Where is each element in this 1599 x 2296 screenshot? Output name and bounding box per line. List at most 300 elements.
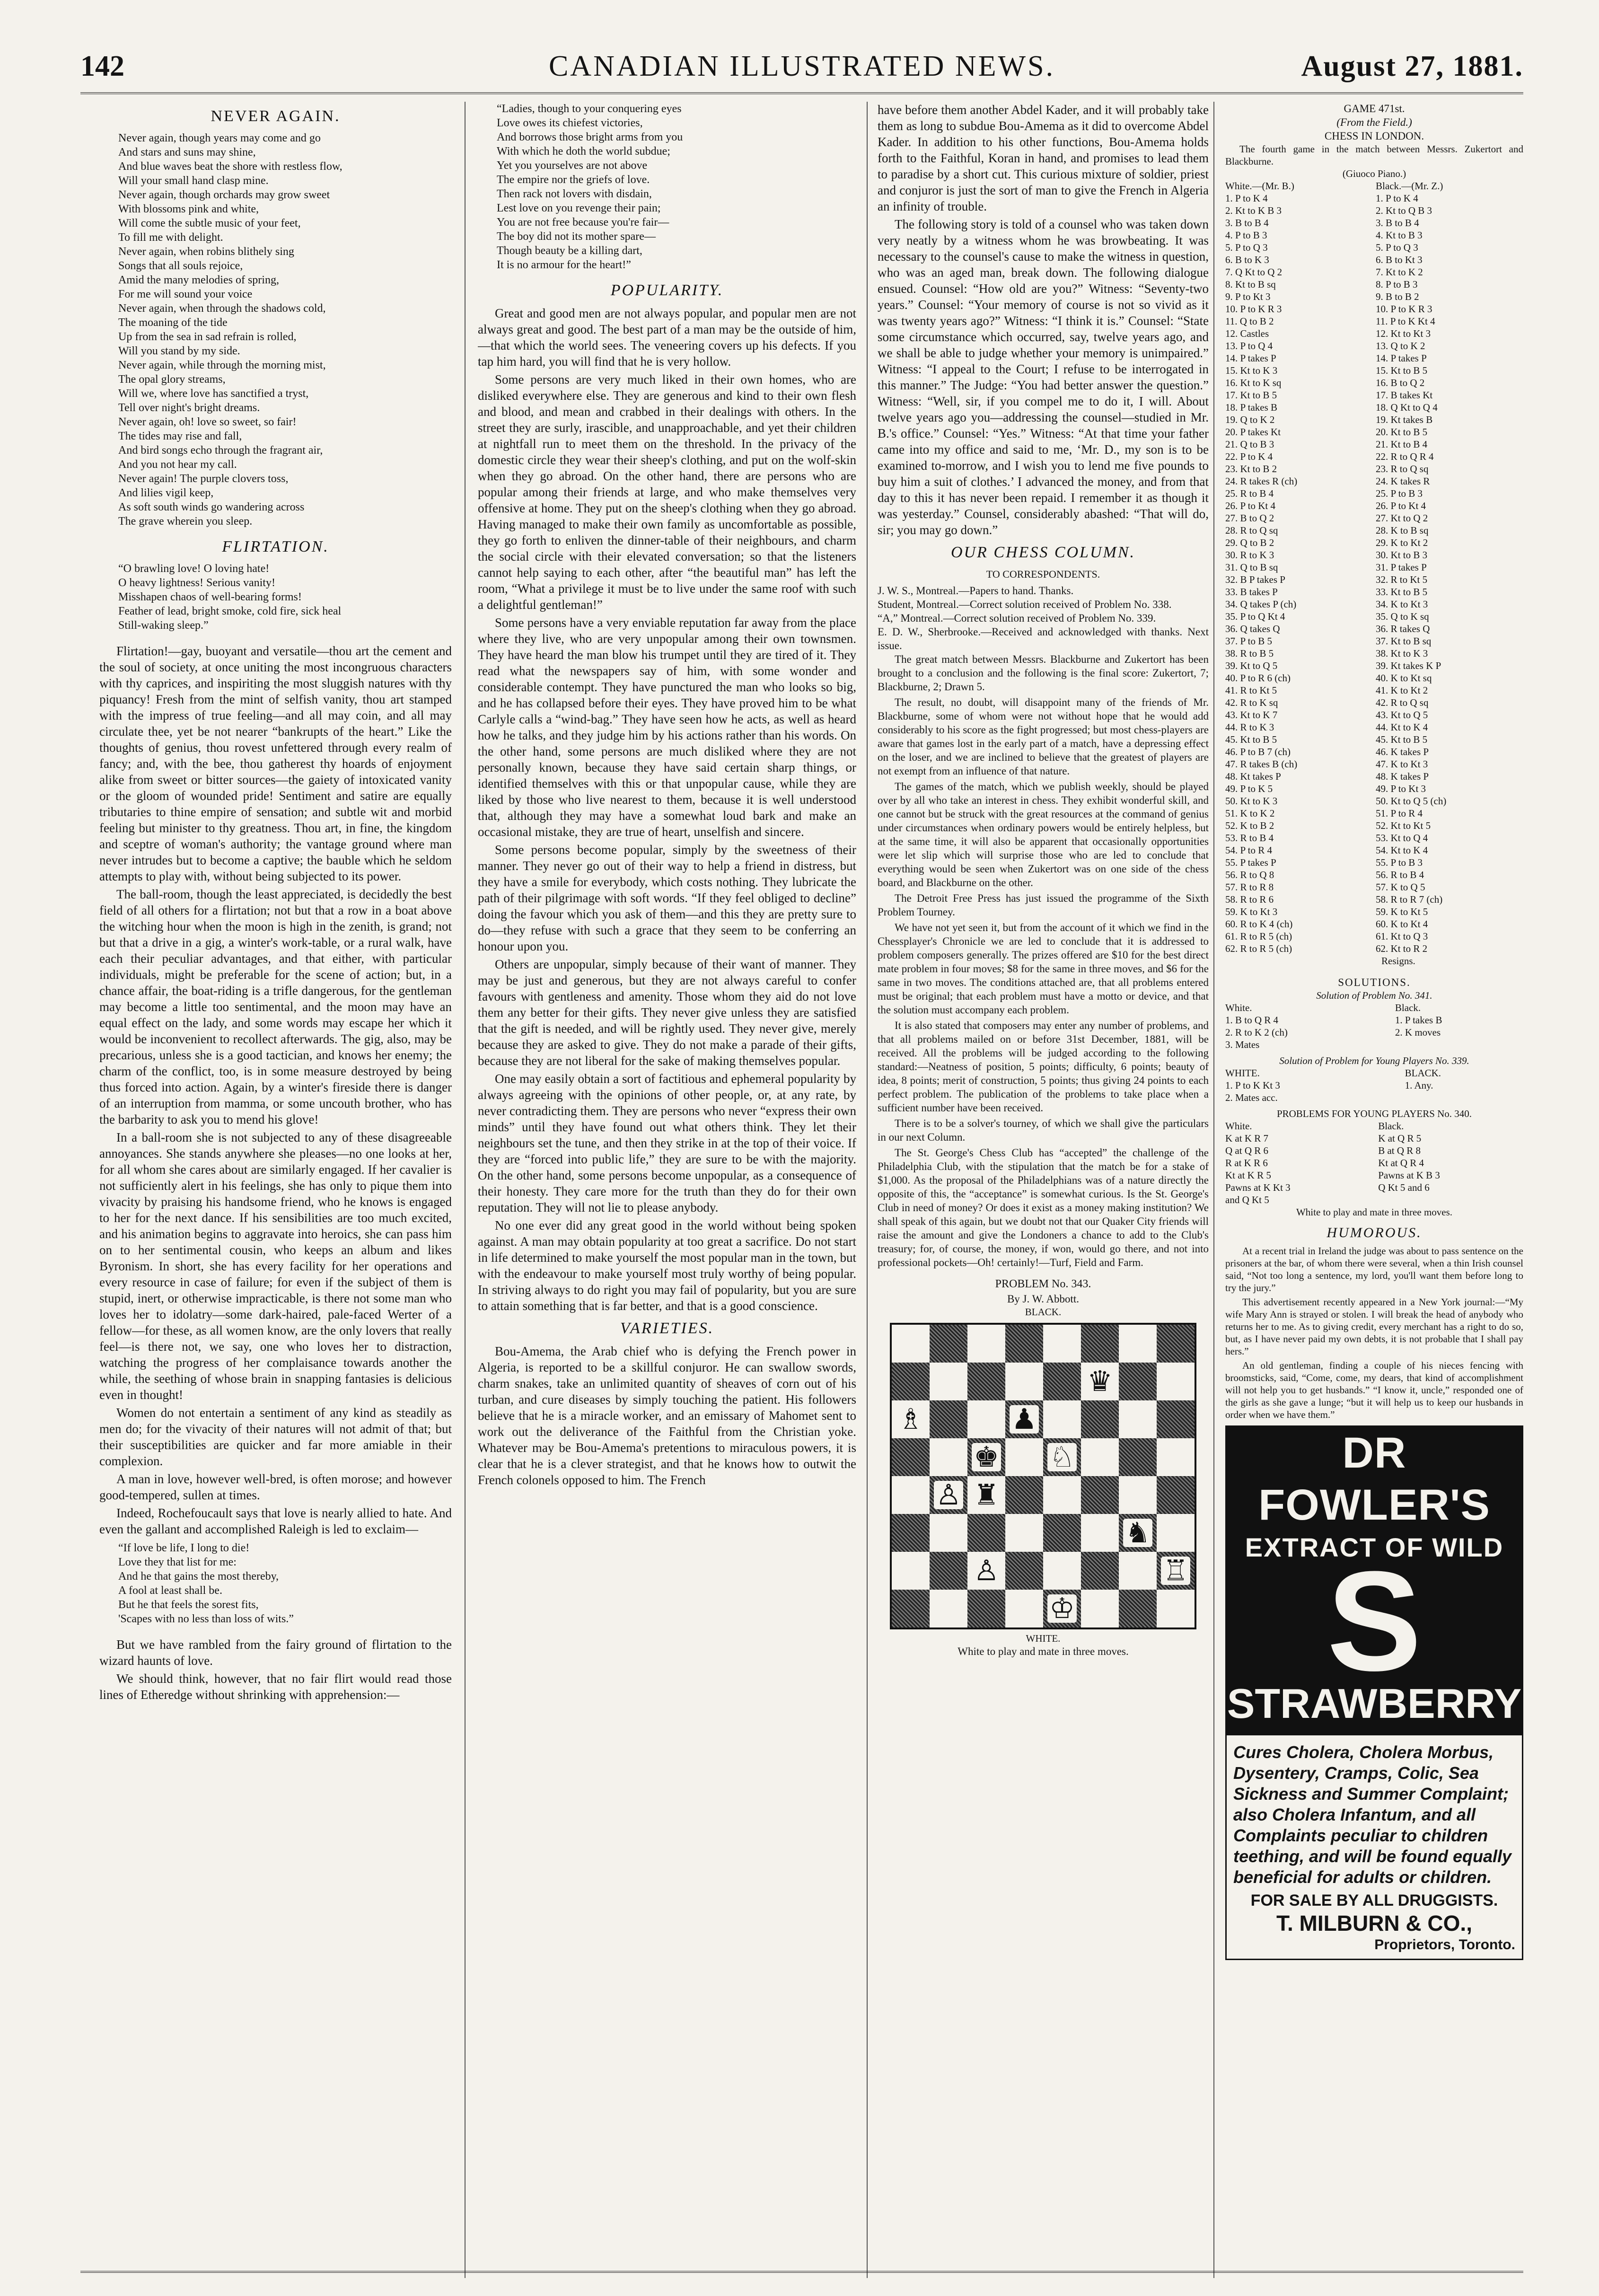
white-move: 2. R to K 2 (ch) — [1225, 1027, 1288, 1038]
table-row — [1225, 832, 1523, 844]
board-square — [1005, 1363, 1043, 1400]
table-row — [1225, 1157, 1523, 1169]
board-square — [1043, 1363, 1081, 1400]
board-square — [892, 1476, 930, 1514]
black-move: 36. R takes Q — [1376, 623, 1430, 634]
white-move: 57. R to R 8 — [1225, 881, 1274, 893]
ad-company: T. MILBURN & CO., — [1276, 1911, 1472, 1935]
board-square — [1043, 1400, 1081, 1438]
black-move: 10. P to K R 3 — [1376, 303, 1432, 315]
correspondents-list — [878, 584, 1209, 652]
verse-line: Love owes its chiefest victories, — [497, 117, 643, 129]
board-square — [1081, 1438, 1119, 1476]
poem-never-again — [118, 131, 452, 528]
white-move: 18. P takes B — [1225, 402, 1278, 413]
verse-line: Never again, oh! love so sweet, so fair! — [118, 416, 297, 428]
table-row — [1225, 1079, 1523, 1091]
table-row — [1225, 647, 1523, 660]
verse-line: Tell over night's bright dreams. — [118, 402, 260, 414]
board-black-label: BLACK. — [1025, 1306, 1062, 1318]
board-square — [1005, 1590, 1043, 1627]
board-square — [967, 1590, 1005, 1627]
table-row — [1225, 266, 1523, 278]
table-row — [1225, 327, 1523, 340]
black-move: 1. P takes B — [1395, 1014, 1442, 1026]
newspaper-title: CANADIAN ILLUSTRATED NEWS. — [548, 50, 1055, 82]
white-move: 50. Kt to K 3 — [1225, 795, 1278, 807]
white-move: R at K R 6 — [1225, 1157, 1268, 1169]
verse-line: Never again, when robins blithely sing — [118, 246, 294, 258]
board-square — [930, 1325, 967, 1363]
chess-piece-icon: ♙ — [934, 1481, 963, 1509]
col-white: White. — [1225, 1002, 1252, 1013]
black-move — [1395, 1038, 1523, 1051]
table-row — [1225, 377, 1523, 389]
white-move: 29. Q to B 2 — [1225, 537, 1274, 548]
board-square — [930, 1590, 967, 1627]
verse-line: Will come the subtle music of your feet, — [118, 217, 301, 229]
young-players-caption: White to play and mate in three moves. — [1296, 1206, 1453, 1218]
verse-line: 'Scapes with no less than loss of wits.” — [118, 1613, 294, 1625]
column-2 — [478, 102, 856, 2259]
table-row — [1225, 524, 1523, 537]
white-header: White.—(Mr. B.) — [1225, 180, 1294, 192]
ad-banner — [1227, 1427, 1522, 1735]
board-square — [892, 1514, 930, 1552]
board-square — [1081, 1476, 1119, 1514]
white-move: 17. Kt to B 5 — [1225, 389, 1277, 401]
correspondent-entry: “A,” Montreal.—Correct solution received of Problem No. 339. — [878, 612, 1156, 624]
table-row — [1225, 918, 1523, 930]
col-white: White. — [1225, 1120, 1252, 1132]
board-square — [1119, 1325, 1157, 1363]
black-move: 60. K to Kt 4 — [1376, 918, 1428, 930]
young-players-table — [1225, 1120, 1523, 1206]
paragraph: A man in love, however well-bred, is often morose; and however good-tempered, sullen at times. — [99, 1472, 452, 1502]
black-move: 44. Kt to K 4 — [1376, 721, 1428, 733]
col-black: Black. — [1378, 1120, 1404, 1132]
game-moves-table — [1225, 180, 1523, 955]
black-move: 14. P takes P — [1376, 352, 1427, 364]
board-white-label: WHITE. — [1026, 1633, 1061, 1644]
table-row — [1225, 869, 1523, 881]
chess-piece-icon: ♞ — [1123, 1519, 1152, 1547]
paragraph: The St. George's Chess Club has “accepted” the challenge of the Philadelphia Club, with the stipulation that the match be for a stake of $1,000. As the proposal of the Philadelphians was of a nature directly the opposite of this, the “acceptance” is somewhat curious. Is the St. George's Club in need of money? Or does it exist as a money making institution? We shall speak of this again, but we doubt not that our Quaker City friends will raise the amount and give the Londoners a chance to add to the Club's treasury; for, of course, the money, if won, would go there, and not into professional pockets—Oh! certainly!—Turf, Field and Farm. — [878, 1147, 1209, 1268]
board-square — [1043, 1514, 1081, 1552]
board-square — [1157, 1325, 1195, 1363]
verse-line: O heavy lightness! Serious vanity! — [118, 577, 275, 589]
table-row — [1225, 315, 1523, 327]
ad-proprietors: Proprietors, Toronto. — [1374, 1937, 1515, 1953]
verse-line: And lilies vigil keep, — [118, 487, 214, 499]
board-square — [967, 1325, 1005, 1363]
black-move: 53. Kt to Q 4 — [1376, 832, 1428, 844]
black-move — [1378, 1194, 1523, 1206]
chess-piece-icon: ♛ — [1087, 1366, 1113, 1397]
masthead — [80, 45, 1523, 88]
raleigh-verse — [118, 1541, 452, 1626]
black-move: 12. Kt to Kt 3 — [1376, 328, 1431, 339]
table-row — [1225, 561, 1523, 573]
black-move: 17. B takes Kt — [1376, 389, 1433, 401]
white-move: 20. P takes Kt — [1225, 426, 1281, 438]
column-divider — [867, 102, 868, 2278]
white-move: 9. P to Kt 3 — [1225, 291, 1271, 302]
black-move: 11. P to K Kt 4 — [1376, 316, 1435, 327]
white-move: Q at Q R 6 — [1225, 1145, 1268, 1156]
table-row — [1225, 893, 1523, 906]
black-move: 33. Kt to B 5 — [1376, 586, 1428, 598]
verse-line: You are not free because you're fair— — [497, 216, 669, 229]
table-row — [1225, 586, 1523, 598]
paragraph: One may easily obtain a sort of factitious and ephemeral popularity by always agreeing with the opinions of other people, or, at any rate, by never contradicting them. They are persons who never “express their own minds” until they have found out what others think. They let their neighbours set the tune, and then they strike in at the top of their voice. If they are “forced into public life,” they are sure to be with the majority. On the other hand, some persons become unpopular, as a consequence of their honesty. They care more for the truth than they do for their own reputation. They will not lie to please anybody. — [478, 1072, 856, 1214]
ad-body: Cures Cholera, Cholera Morbus, Dysentery, Cramps, Colic, Sea Sickness and Summer Complaint; also Cholera Infantum, and all Complaints peculiar to children teething, and will be found equally beneficial for adults or children. — [1233, 1742, 1512, 1887]
black-move: 61. Kt to Q 3 — [1376, 931, 1428, 942]
verse-line: With blossoms pink and white, — [118, 203, 259, 215]
verse-line: Up from the sea in sad refrain is rolled, — [118, 331, 297, 343]
young-players-title: PROBLEMS FOR YOUNG PLAYERS No. 340. — [1276, 1108, 1472, 1119]
game-place: CHESS IN LONDON. — [1324, 130, 1424, 142]
board-square — [1005, 1514, 1043, 1552]
verse-line: Songs that all souls rejoice, — [118, 260, 243, 272]
black-move: 31. P takes P — [1376, 562, 1427, 573]
black-move: 29. K to Kt 2 — [1376, 537, 1428, 548]
table-row — [1225, 573, 1523, 586]
board-square — [930, 1438, 967, 1476]
board-square — [1043, 1590, 1081, 1627]
white-move: K at K R 7 — [1225, 1133, 1268, 1144]
article-title-popularity: POPULARITY. — [610, 282, 724, 299]
white-move: 10. P to K R 3 — [1225, 303, 1282, 315]
white-move: Pawns at K Kt 3 — [1225, 1182, 1291, 1193]
black-move: 8. P to B 3 — [1376, 279, 1418, 290]
black-move: 34. K to Kt 3 — [1376, 598, 1428, 610]
table-row — [1225, 1181, 1523, 1194]
white-move: 52. K to B 2 — [1225, 820, 1274, 831]
black-move: 30. Kt to B 3 — [1376, 549, 1428, 561]
white-move: 41. R to Kt 5 — [1225, 685, 1277, 696]
white-move: 58. R to R 6 — [1225, 894, 1274, 905]
table-row — [1225, 942, 1523, 955]
verse-line: Lest love on you revenge their pain; — [497, 202, 661, 214]
col-black: BLACK. — [1405, 1067, 1441, 1079]
white-move: 55. P takes P — [1225, 857, 1276, 868]
board-square — [1119, 1552, 1157, 1590]
problem-author: By J. W. Abbott. — [1007, 1293, 1080, 1305]
board-square — [1119, 1363, 1157, 1400]
white-move: 3. B to B 4 — [1225, 217, 1269, 229]
white-move: 27. B to Q 2 — [1225, 512, 1274, 524]
board-square — [1119, 1476, 1157, 1514]
black-move: 19. Kt takes B — [1376, 414, 1433, 425]
white-move: 2. Mates acc. — [1225, 1092, 1278, 1103]
verse-line: Though beauty be a killing dart, — [497, 245, 642, 257]
verse-line: Will we, where love has sanctified a tryst, — [118, 387, 309, 400]
chess-piece-icon: ♙ — [974, 1555, 999, 1586]
paragraph: The great match between Messrs. Blackburne and Zukertort has been brought to a conclusion and the following is the final score: Zukertort, 7; Blackburne, 2; Drawn 5. — [878, 653, 1209, 693]
black-move: 56. R to B 4 — [1376, 869, 1424, 880]
table-row — [1225, 1144, 1523, 1157]
verse-line: Never again, when through the shadows cold, — [118, 302, 326, 315]
table-row — [1225, 303, 1523, 315]
white-move: 2. Kt to K B 3 — [1225, 205, 1282, 216]
board-square — [1119, 1438, 1157, 1476]
table-row — [1225, 881, 1523, 893]
table-row — [1225, 783, 1523, 795]
paragraph: This advertisement recently appeared in a New York journal:—“My wife Mary Ann is strayed or stolen. I will break the head of anybody who returns her to me. As to giving credit, every merchant has a right to do so, but, as I have never paid my own debts, it is not probable that I shall pay hers.” — [1225, 1296, 1523, 1357]
ad-extract: EXTRACT OF WILD — [1245, 1532, 1504, 1562]
white-move: 35. P to Q Kt 4 — [1225, 611, 1285, 622]
board-square — [1119, 1400, 1157, 1438]
verse-line: Will your small hand clasp mine. — [118, 175, 269, 187]
table-row — [1225, 364, 1523, 377]
verse-line: The grave wherein you sleep. — [118, 515, 253, 528]
board-square — [930, 1400, 967, 1438]
white-move: 12. Castles — [1225, 328, 1269, 339]
paragraph: We should think, however, that no fair flirt would read those lines of Etheredge without shrinking with apprehension:— — [99, 1671, 452, 1702]
black-move: 1. P to K 4 — [1376, 193, 1418, 204]
paragraph: Flirtation!—gay, buoyant and versatile—thou art the cement and the soul of society, at once uniting the most incongruous characters with thy caprices, and inspiriting the most sluggish natures with thy piquancy! Fresh from the mint of selfish vanity, thou art stamped with the impress of true feeling—and all may coin, and all may circulate thee, yet be not nearer “bankrupts of the heart.” Like the thoughts of genius, thou rovest unfettered through every realm of fancy; and, with the bee, thou gatherest thy hoards of enjoyment alike from sweet or bitter sources—the gaiety of intoxicated vanity or the gloom of wounded pride! Sentiment and satire are equally tributaries to thine empire of sensation; and subtle wit and morbid feeling but minister to thy greatness. Thou art, in fine, the kingdom and sceptre of woman's authority; the vantage ground where man never intrudes but to become a captive; the bauble which he seldom attempts to play with, without being subjected to its power. — [99, 644, 452, 883]
white-move: 8. Kt to B sq — [1225, 279, 1276, 290]
board-square — [1157, 1400, 1195, 1438]
white-move: 37. P to B 5 — [1225, 635, 1272, 647]
board-square — [1157, 1476, 1195, 1514]
black-move: K at Q R 5 — [1378, 1133, 1422, 1144]
poem-title: NEVER AGAIN. — [211, 107, 341, 125]
table-row — [1225, 1014, 1523, 1026]
verse-line: The boy did not its mother spare— — [497, 230, 656, 243]
table-row — [1225, 684, 1523, 696]
table-row — [1225, 438, 1523, 450]
black-move: 45. Kt to B 5 — [1376, 734, 1428, 745]
table-row — [1225, 229, 1523, 241]
black-move: 40. K to Kt sq — [1376, 672, 1432, 684]
column-divider — [465, 102, 466, 2278]
col-white: WHITE. — [1225, 1067, 1260, 1079]
black-move: 1. Any. — [1405, 1080, 1433, 1091]
table-row — [1225, 746, 1523, 758]
white-move: 30. R to K 3 — [1225, 549, 1274, 561]
white-move: 13. P to Q 4 — [1225, 340, 1273, 352]
paragraph: The ball-room, though the least appreciated, is decidedly the best field of all others for a flirtation; not but that a row in a boat above the witching hour when the moon is high in the zenith, is grand; not but that a drive in a gig, a winter's work-table, or a rural walk, have each their peculiar advantages, and that either, with particular individuals, might be preferable for the scene of action; but, in a chance affair, the boat-riding is a trifle dangerous, for the gentleman may become a little too sentimental, and the moon may have an equal effect on the lady, and some words may escape her which it would be inconvenient to recollect afterwards. The gig, also, may be precarious, unless she is a good tactician, and knows her enemy; the charm of the conflict, too, is in some measure destroyed by being thus forced into action. Again, by a winter's fireside there is danger of an interruption from mamma, or some uncouth brother, who has the barbarity to ask you to mend his glove! — [99, 887, 452, 1126]
paragraph: We have not yet seen it, but from the account of it which we find in the Chessplayer's Chronicle we are led to conclude that it is addressed to problem composers generally. The prizes offered are $10 for the best direct mate problem in four moves; $8 for the same in three moves, and $6 for the same in two moves. The conditions attached are, that all problems entered must be original; that each problem must have a motto or device, and that the solution must accompany each problem. — [878, 922, 1209, 1016]
table-row — [1225, 770, 1523, 783]
white-move: 3. Mates — [1225, 1039, 1260, 1050]
verse-line: Never again, though years may come and go — [118, 132, 321, 144]
black-move: 37. Kt to B sq — [1376, 635, 1432, 647]
paragraph: In a ball-room she is not subjected to any of these disagreeable annoyances. She stands anywhere she pleases—no one looks at her, for all whom she cares about are similarly engaged. If her cavalier is not sufficiently alert in his feelings, she has only to pique them into vivacity by praising his handsome friend, who he knows is engaged to her for the next dance. If his sensibilities are too much excited, and his animation begins to aggravate into heroics, she can pass him on to her sentimental cousin, who keeps an album and likes Byronism. In short, she has every facility for her operations and every resource in case of failure; for even if the subject of them is stupid, inert, or otherwise impracticable, is there not some man who loves her to idolatry—some dark-haired, pale-faced Werter of a fellow—for these, as all women know, are the only lovers that really feel—is there not, we say, one who loves her to distraction, watching the progress of her complaisance towards another the while, the seething of whose brain in snapping fantasies is delicious even in thought! — [99, 1130, 452, 1402]
verse-line: And borrows those bright arms from you — [497, 131, 683, 143]
correspondents-heading: TO CORRESPONDENTS. — [986, 568, 1100, 580]
white-move: 21. Q to B 3 — [1225, 439, 1274, 450]
table-row — [1225, 254, 1523, 266]
humorous-title: HUMOROUS. — [1327, 1225, 1422, 1240]
verse-line: Misshapen chaos of well-bearing forms! — [118, 591, 302, 603]
table-row — [1225, 450, 1523, 463]
black-move: 52. Kt to Kt 5 — [1376, 820, 1431, 831]
solution-341-title: Solution of Problem No. 341. — [1316, 990, 1432, 1001]
paragraph: Some persons become popular, simply by the sweetness of their manner. They never go out of their way to help a friend in distress, but they have a smile for everybody, which costs nothing. They lubricate the path of their pilgrimage with soft words. “If they feel obliged to decline” doing the favour which you ask of them—and this they are pretty sure to do—they refuse with such a grace that they seem to be conferring an honour upon you. — [478, 843, 856, 953]
table-row — [1225, 487, 1523, 500]
black-move: 42. R to Q sq — [1376, 697, 1429, 708]
paragraph: There is to be a solver's tourney, of which we shall give the particulars in our next Column. — [878, 1117, 1209, 1143]
white-move: 62. R to R 5 (ch) — [1225, 943, 1292, 954]
white-move: 53. R to B 4 — [1225, 832, 1274, 844]
board-square — [967, 1552, 1005, 1590]
article-title-varieties: VARIETIES. — [620, 1320, 714, 1337]
white-move: 1. P to K Kt 3 — [1225, 1080, 1280, 1091]
table-row — [1225, 1026, 1523, 1038]
table-row — [1225, 930, 1523, 942]
table-row — [1225, 413, 1523, 426]
paragraph: At a recent trial in Ireland the judge was about to pass sentence on the prisoners at the bar, of whom there were several, when a thin Irish counsel said, “Not too long a sentence, my lord, you'll want them before long to try the jury.” — [1225, 1245, 1523, 1293]
board-square — [967, 1476, 1005, 1514]
board-square — [1043, 1325, 1081, 1363]
verse-line: Will you stand by my side. — [118, 345, 240, 357]
table-row — [1225, 426, 1523, 438]
black-move: 27. Kt to Q 2 — [1376, 512, 1428, 524]
white-move: 7. Q Kt to Q 2 — [1225, 266, 1283, 278]
black-move: 41. K to Kt 2 — [1376, 685, 1428, 696]
verse-line: Never again, though orchards may grow sweet — [118, 189, 330, 201]
chess-board — [890, 1323, 1196, 1629]
table-row — [1225, 598, 1523, 610]
white-move: 4. P to B 3 — [1225, 229, 1267, 241]
table-row — [1225, 401, 1523, 413]
table-row — [1225, 192, 1523, 204]
page-number: 142 — [80, 50, 124, 82]
bottom-rule — [80, 2271, 1523, 2273]
board-square — [892, 1363, 930, 1400]
column-4 — [1225, 102, 1523, 2259]
white-move: 44. R to K 3 — [1225, 721, 1274, 733]
black-move: 26. P to Kt 4 — [1376, 500, 1426, 511]
black-move: Q Kt 5 and 6 — [1378, 1182, 1430, 1193]
verse-line: Never again! The purple clovers toss, — [118, 473, 289, 485]
etheredge-verse — [497, 102, 856, 272]
verse-line: To fill me with delight. — [118, 231, 223, 244]
white-move: 54. P to R 4 — [1225, 845, 1272, 856]
white-move: 25. R to B 4 — [1225, 488, 1274, 499]
issue-date: August 27, 1881. — [1301, 50, 1523, 82]
verse-line: Yet you yourselves are not above — [497, 159, 648, 172]
white-move: 32. B P takes P — [1225, 574, 1285, 585]
black-move: 3. B to B 4 — [1376, 217, 1419, 229]
table-row — [1225, 217, 1523, 229]
black-move: 6. B to Kt 3 — [1376, 254, 1423, 265]
white-move: 47. R takes B (ch) — [1225, 758, 1298, 770]
table-row — [1225, 758, 1523, 770]
paragraph: The following story is told of a counsel who was taken down very neatly by a witness whom he was browbeating. It was necessary to the counsel's cause to make the witness in question, who was an aged man, break down. The following dialogue ensued. Counsel: “How old are you?” Witness: “Seventy-two years.” Counsel: “Your memory of course is not so vivid as it was twenty years ago?” Witness: “I think it is.” Counsel: “State some circumstance which occurred, say, twelve years ago, and we shall be able to judge whether your memory is unimpaired.” Witness: “I appeal to the Court; I refuse to be interrogated in this manner.” The Judge: “You had better answer the question.” Witness: “Well, sir, if you compel me to do it, I will. About twelve years ago you—addressing the counsel—studied in Mr. B.'s office.” Counsel: “Yes.” Witness: “At that time your father came into my office and said to me, ‘Mr. D., my son is to be examined to-morrow, and I wish you to lend me five pounds to buy him a suit of clothes.’ I advanced the money, and from that day to this it has never been repaid. I remember it as though it was yesterday.” Counsel, considerably abashed: “That will do, sir; you may go down.” — [878, 217, 1209, 537]
solution-339-title: Solution of Problem for Young Players No. 339. — [1279, 1055, 1469, 1066]
table-row — [1225, 463, 1523, 475]
black-move: 62. Kt to R 2 — [1376, 943, 1428, 954]
white-move: 34. Q takes P (ch) — [1225, 598, 1297, 610]
board-square — [892, 1552, 930, 1590]
game-title: GAME 471st. — [1344, 103, 1405, 114]
paragraph: Indeed, Rochefoucault says that love is nearly allied to hate. And even the gallant and accomplished Raleigh is led to exclaim— — [99, 1506, 452, 1536]
table-row — [1225, 389, 1523, 401]
verse-line: Still-waking sleep.” — [118, 619, 209, 632]
table-row — [1225, 1132, 1523, 1144]
table-row — [1225, 709, 1523, 721]
white-move: 48. Kt takes P — [1225, 771, 1281, 782]
chess-piece-icon: ♚ — [972, 1443, 1001, 1471]
white-move: 49. P to K 5 — [1225, 783, 1273, 794]
white-move: 36. Q takes Q — [1225, 623, 1280, 634]
board-square — [1081, 1590, 1119, 1627]
white-move: 38. R to B 5 — [1225, 648, 1274, 659]
table-row — [1225, 660, 1523, 672]
black-move: Pawns at K B 3 — [1378, 1170, 1440, 1181]
black-move: 25. P to B 3 — [1376, 488, 1423, 499]
solution-339-table — [1225, 1067, 1523, 1104]
verse-line: And stars and suns may shine, — [118, 146, 256, 158]
paragraph: The games of the match, which we publish weekly, should be played over by all who take an interest in chess. They exhibit wonderful skill, and one cannot but be struck with the great resources at the command of genius under circumstances when ordinary powers would be entirely helpless, but at the same time, it will also be apparent that occasionally opportunities were let slip which will surprise those who are led to conclude that everything would be seen when Zukertort was on one side of the chess board, and Blackburne on the other. — [878, 781, 1209, 888]
verse-line: Feather of lead, bright smoke, cold fire, sick heal — [118, 605, 342, 617]
paragraph: But we have rambled from the fairy ground of flirtation to the wizard haunts of love. — [99, 1637, 452, 1668]
paragraph: Women do not entertain a sentiment of any kind as steadily as men do; for the vivacity of their natures will not admit of that; but their susceptibilities are quicker and far more amiable in their complexion. — [99, 1406, 452, 1468]
black-move: 20. Kt to B 5 — [1376, 426, 1428, 438]
table-row — [1225, 733, 1523, 746]
black-move: 55. P to B 3 — [1376, 857, 1423, 868]
paragraph: An old gentleman, finding a couple of his nieces fencing with broomsticks, said, “Come, come, my dears, that kind of accomplishment will not help you to get husbands.” “I know it, uncle,” responded one of the girls as she gave a lunge; “but it will help us to keep our husbands in order when we have them.” — [1225, 1360, 1523, 1420]
table-row — [1225, 1194, 1523, 1206]
white-move: 51. K to K 2 — [1225, 808, 1275, 819]
white-move: 46. P to B 7 (ch) — [1225, 746, 1291, 757]
white-move: 22. P to K 4 — [1225, 451, 1273, 462]
board-square — [1157, 1363, 1195, 1400]
board-square — [930, 1552, 967, 1590]
board-square — [1081, 1325, 1119, 1363]
paragraph: The Detroit Free Press has just issued the programme of the Sixth Problem Tourney. — [878, 892, 1209, 918]
white-move: 43. Kt to K 7 — [1225, 709, 1278, 721]
black-header: Black.—(Mr. Z.) — [1376, 180, 1443, 192]
board-square — [1043, 1438, 1081, 1476]
table-row — [1225, 1091, 1523, 1104]
white-move: 1. P to K 4 — [1225, 193, 1268, 204]
game-description: The fourth game in the match between Messrs. Zukertort and Blackburne. — [1225, 143, 1523, 167]
black-move: 7. Kt to K 2 — [1376, 266, 1423, 278]
white-move: 5. P to Q 3 — [1225, 242, 1268, 253]
table-header-row — [1225, 180, 1523, 192]
board-square — [1005, 1400, 1043, 1438]
black-move: 18. Q Kt to Q 4 — [1376, 402, 1438, 413]
table-row — [1225, 1038, 1523, 1051]
table-row — [1225, 241, 1523, 254]
solutions-heading: SOLUTIONS. — [1338, 976, 1411, 988]
board-square — [1005, 1476, 1043, 1514]
paragraph: Others are unpopular, simply because of their want of manner. They may be just and generous, but they are not always careful to confer favours with gentleness and amenity. Those whom they aid do not love them any better for their gifts. They never give unless they are satisfied that the gift is needed, and will be rightly used. They never give, merely because they are asked to give. They do not make a parade of their gifts, because they are not liberal for the sake of making themselves popular. — [478, 957, 856, 1068]
black-move: 9. B to B 2 — [1376, 291, 1419, 302]
board-square — [1119, 1590, 1157, 1627]
black-move — [1405, 1091, 1523, 1104]
board-square — [1005, 1552, 1043, 1590]
table-row — [1225, 1169, 1523, 1181]
verse-line: Then rack not lovers with disdain, — [497, 188, 652, 200]
table-row — [1225, 623, 1523, 635]
chess-piece-icon: ♖ — [1161, 1557, 1190, 1585]
black-move: 23. R to Q sq — [1376, 463, 1429, 475]
ad-strawberry: STRAWBERRY — [1227, 1680, 1522, 1727]
table-row — [1225, 721, 1523, 733]
paragraph: have before them another Abdel Kader, and it will probably take them as long to subdue Bou-Amema as it did to overcome Abdel Kader. In addition to his other functions, Bou-Amema holds forth to the Faithful, Koran in hand, and promises to lead them to paradise by a short cut. This curious mixture of soldier, priest and conjuror is just the sort of man to give the French in Algeria an infinity of trouble. — [878, 103, 1209, 213]
white-move: 33. B takes P — [1225, 586, 1278, 598]
correspondent-entry: J. W. S., Montreal.—Papers to hand. Thanks. — [878, 585, 1074, 597]
board-square — [1081, 1400, 1119, 1438]
verse-line: And you not hear my call. — [118, 458, 237, 471]
black-move: 51. P to R 4 — [1376, 808, 1423, 819]
